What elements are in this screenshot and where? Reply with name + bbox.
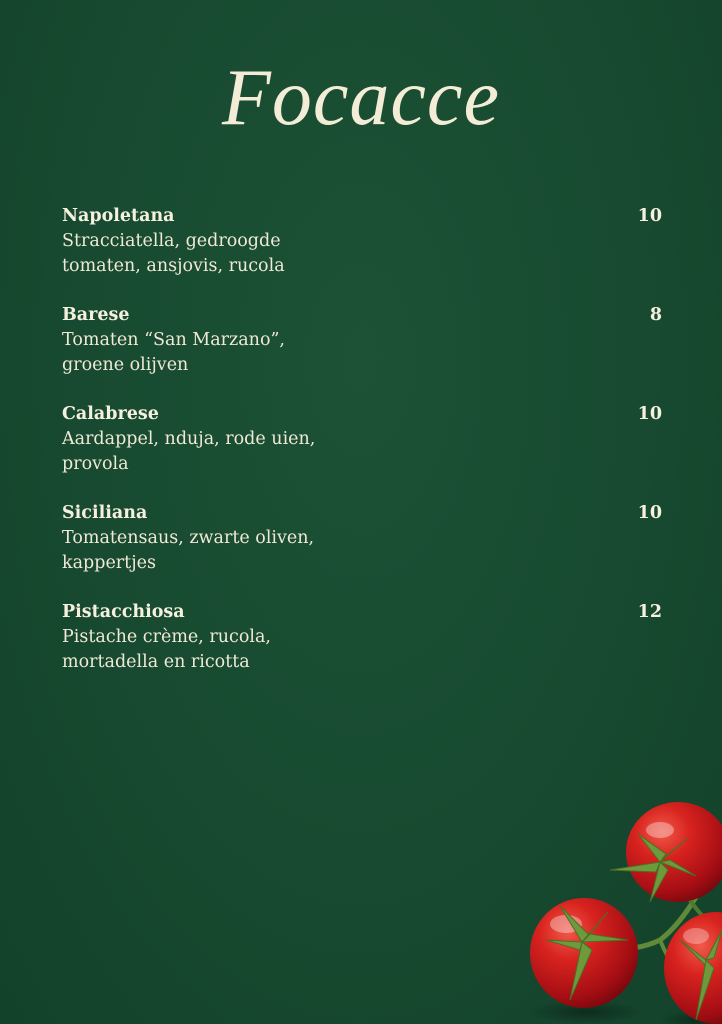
cherry-tomatoes-icon: [510, 790, 722, 1024]
item-name: Pistacchiosa: [62, 602, 185, 622]
menu-item-barese: [62, 303, 662, 402]
menu-list: [62, 204, 662, 699]
item-name: Napoletana: [62, 206, 175, 226]
description-line: provola: [62, 454, 129, 474]
item-price: 8: [649, 305, 662, 325]
menu-item-pistacchiosa: [62, 600, 662, 699]
item-name: Calabrese: [62, 404, 159, 424]
description-line: Aardappel, nduja, rode uien,: [62, 429, 316, 449]
item-price: 10: [637, 404, 662, 424]
item-name: Barese: [62, 305, 130, 325]
description-line: groene olijven: [62, 355, 189, 375]
item-description: [62, 526, 362, 576]
description-line: kappertjes: [62, 553, 156, 573]
item-price: 10: [637, 206, 662, 226]
menu-item-napoletana: [62, 204, 662, 303]
menu-item-calabrese: [62, 402, 662, 501]
item-description: [62, 229, 362, 279]
item-description: [62, 328, 362, 378]
item-price: 12: [637, 602, 662, 622]
item-name: Siciliana: [62, 503, 148, 523]
description-line: Tomatensaus, zwarte oliven,: [62, 528, 315, 548]
description-line: mortadella en ricotta: [62, 652, 250, 672]
description-line: tomaten, ansjovis, rucola: [62, 256, 285, 276]
description-line: Pistache crème, rucola,: [62, 627, 271, 647]
item-description: [62, 625, 362, 675]
page-title: Focacce: [222, 54, 500, 142]
item-description: [62, 427, 362, 477]
menu-item-siciliana: [62, 501, 662, 600]
item-price: 10: [637, 503, 662, 523]
description-line: Stracciatella, gedroogde: [62, 231, 281, 251]
description-line: Tomaten “San Marzano”,: [62, 330, 285, 350]
